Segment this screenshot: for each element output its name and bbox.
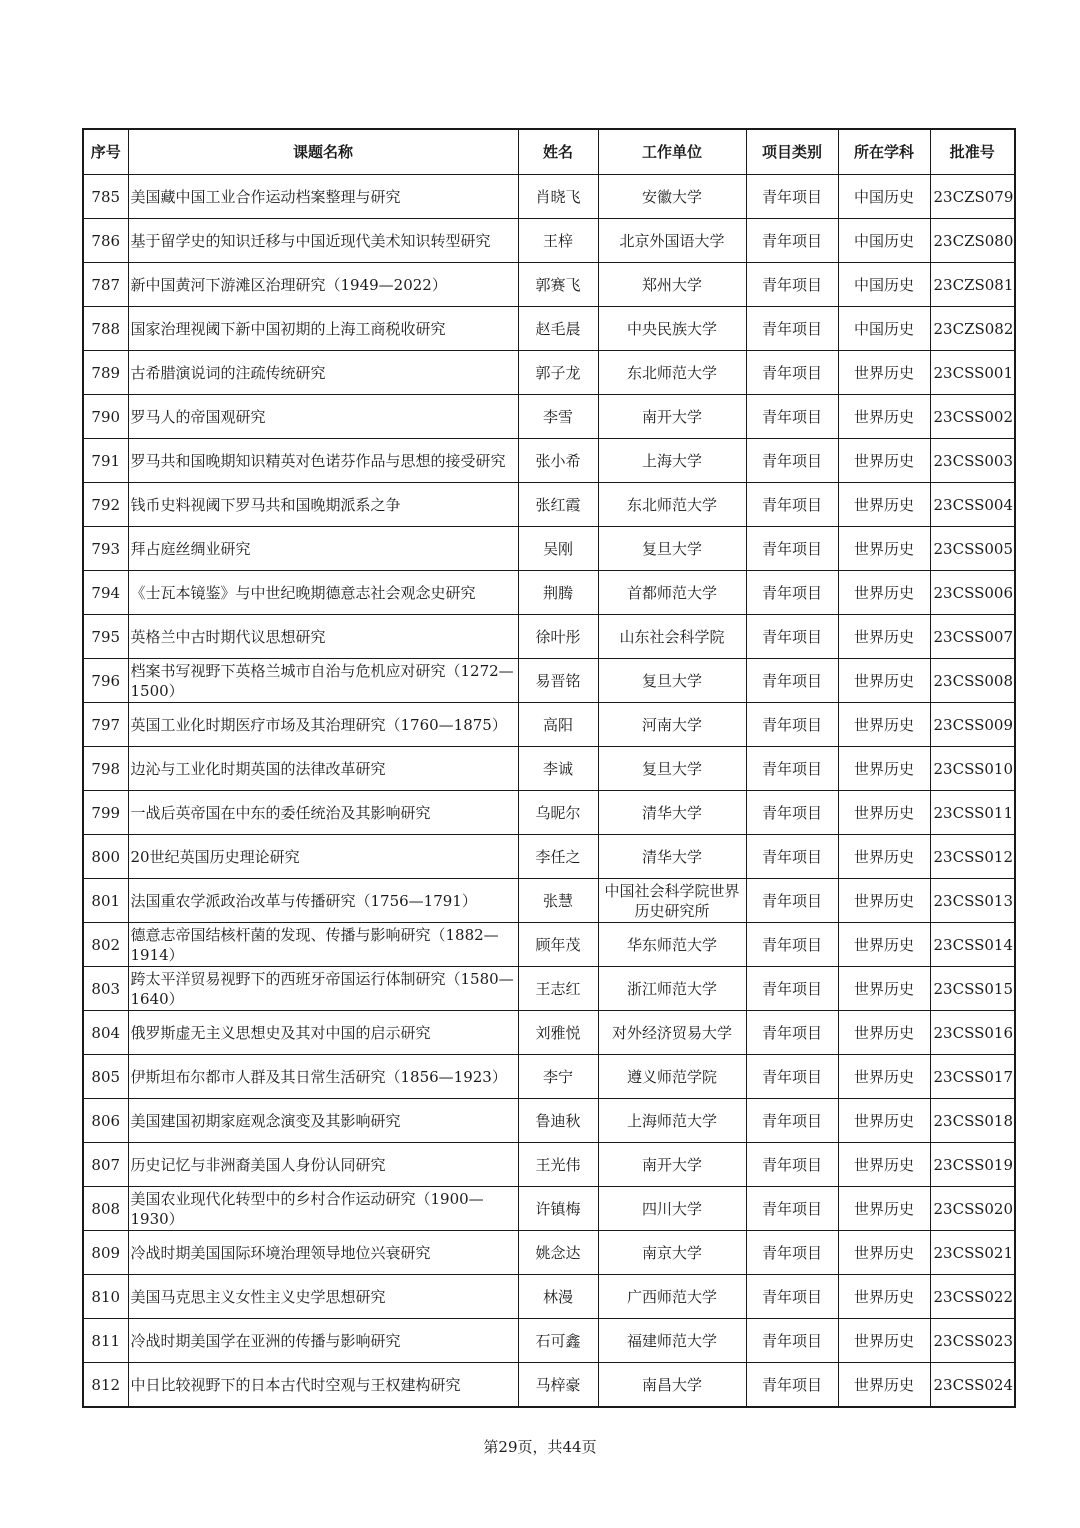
cell-approval-no: 23CSS007 [930, 615, 1015, 659]
cell-serial: 796 [83, 659, 128, 703]
header-approval-no: 批准号 [930, 129, 1015, 175]
cell-institution: 南开大学 [598, 1143, 746, 1187]
cell-approval-no: 23CSS001 [930, 351, 1015, 395]
cell-discipline: 世界历史 [838, 395, 930, 439]
cell-category: 青年项目 [746, 263, 838, 307]
table-row [83, 659, 1015, 703]
cell-category: 青年项目 [746, 1011, 838, 1055]
cell-institution: 浙江师范大学 [598, 967, 746, 1011]
cell-discipline: 世界历史 [838, 1099, 930, 1143]
cell-name: 易晋铭 [518, 659, 598, 703]
cell-approval-no: 23CSS016 [930, 1011, 1015, 1055]
cell-name: 吴刚 [518, 527, 598, 571]
cell-serial: 807 [83, 1143, 128, 1187]
cell-topic: 法国重农学派政治改革与传播研究（1756—1791） [128, 879, 518, 923]
cell-category: 青年项目 [746, 791, 838, 835]
header-topic: 课题名称 [128, 129, 518, 175]
cell-topic: 美国藏中国工业合作运动档案整理与研究 [128, 175, 518, 219]
cell-discipline: 世界历史 [838, 1011, 930, 1055]
cell-discipline: 世界历史 [838, 659, 930, 703]
table-row [83, 879, 1015, 923]
cell-institution: 东北师范大学 [598, 351, 746, 395]
cell-institution: 上海师范大学 [598, 1099, 746, 1143]
cell-topic: 历史记忆与非洲裔美国人身份认同研究 [128, 1143, 518, 1187]
cell-category: 青年项目 [746, 175, 838, 219]
cell-discipline: 世界历史 [838, 791, 930, 835]
cell-institution: 中国社会科学院世界历史研究所 [598, 879, 746, 923]
cell-discipline: 世界历史 [838, 835, 930, 879]
cell-category: 青年项目 [746, 1319, 838, 1363]
cell-approval-no: 23CSS019 [930, 1143, 1015, 1187]
cell-institution: 东北师范大学 [598, 483, 746, 527]
cell-category: 青年项目 [746, 1143, 838, 1187]
header-name: 姓名 [518, 129, 598, 175]
cell-name: 林漫 [518, 1275, 598, 1319]
cell-institution: 山东社会科学院 [598, 615, 746, 659]
cell-category: 青年项目 [746, 1363, 838, 1408]
cell-serial: 799 [83, 791, 128, 835]
cell-institution: 南开大学 [598, 395, 746, 439]
cell-serial: 785 [83, 175, 128, 219]
cell-serial: 788 [83, 307, 128, 351]
cell-discipline: 世界历史 [838, 351, 930, 395]
page-footer: 第29页，共44页 [483, 1438, 597, 1456]
cell-institution: 河南大学 [598, 703, 746, 747]
table-row [83, 1099, 1015, 1143]
cell-institution: 遵义师范学院 [598, 1055, 746, 1099]
cell-topic: 一战后英帝国在中东的委任统治及其影响研究 [128, 791, 518, 835]
table-row [83, 1011, 1015, 1055]
cell-approval-no: 23CSS003 [930, 439, 1015, 483]
cell-category: 青年项目 [746, 879, 838, 923]
cell-approval-no: 23CSS005 [930, 527, 1015, 571]
cell-discipline: 世界历史 [838, 1187, 930, 1231]
cell-approval-no: 23CSS020 [930, 1187, 1015, 1231]
cell-category: 青年项目 [746, 1099, 838, 1143]
cell-category: 青年项目 [746, 703, 838, 747]
cell-serial: 786 [83, 219, 128, 263]
cell-serial: 809 [83, 1231, 128, 1275]
cell-serial: 808 [83, 1187, 128, 1231]
cell-category: 青年项目 [746, 835, 838, 879]
cell-institution: 清华大学 [598, 791, 746, 835]
cell-approval-no: 23CSS010 [930, 747, 1015, 791]
cell-topic: 罗马共和国晚期知识精英对色诺芬作品与思想的接受研究 [128, 439, 518, 483]
cell-approval-no: 23CSS024 [930, 1363, 1015, 1408]
cell-discipline: 世界历史 [838, 879, 930, 923]
cell-serial: 793 [83, 527, 128, 571]
table-row [83, 219, 1015, 263]
table-row [83, 1363, 1015, 1408]
cell-category: 青年项目 [746, 747, 838, 791]
cell-approval-no: 23CZS080 [930, 219, 1015, 263]
cell-topic: 罗马人的帝国观研究 [128, 395, 518, 439]
cell-category: 青年项目 [746, 659, 838, 703]
cell-institution: 复旦大学 [598, 527, 746, 571]
cell-discipline: 世界历史 [838, 747, 930, 791]
cell-topic: 美国建国初期家庭观念演变及其影响研究 [128, 1099, 518, 1143]
table-row [83, 703, 1015, 747]
cell-topic: 档案书写视野下英格兰城市自治与危机应对研究（1272—1500） [128, 659, 518, 703]
cell-topic: 拜占庭丝绸业研究 [128, 527, 518, 571]
table-row [83, 483, 1015, 527]
cell-approval-no: 23CSS023 [930, 1319, 1015, 1363]
cell-discipline: 世界历史 [838, 1319, 930, 1363]
cell-serial: 806 [83, 1099, 128, 1143]
table-row [83, 967, 1015, 1011]
cell-serial: 801 [83, 879, 128, 923]
cell-institution: 安徽大学 [598, 175, 746, 219]
cell-topic: 德意志帝国结核杆菌的发现、传播与影响研究（1882—1914） [128, 923, 518, 967]
cell-topic: 钱币史料视阈下罗马共和国晚期派系之争 [128, 483, 518, 527]
cell-approval-no: 23CSS014 [930, 923, 1015, 967]
cell-discipline: 世界历史 [838, 1275, 930, 1319]
cell-topic: 英格兰中古时期代议思想研究 [128, 615, 518, 659]
cell-name: 王光伟 [518, 1143, 598, 1187]
cell-name: 刘雅悦 [518, 1011, 598, 1055]
cell-topic: 《士瓦本镜鉴》与中世纪晚期德意志社会观念史研究 [128, 571, 518, 615]
cell-institution: 福建师范大学 [598, 1319, 746, 1363]
cell-institution: 广西师范大学 [598, 1275, 746, 1319]
table-row [83, 747, 1015, 791]
cell-serial: 802 [83, 923, 128, 967]
table-row [83, 395, 1015, 439]
cell-topic: 基于留学史的知识迁移与中国近现代美术知识转型研究 [128, 219, 518, 263]
cell-name: 郭子龙 [518, 351, 598, 395]
table-row [83, 307, 1015, 351]
cell-category: 青年项目 [746, 219, 838, 263]
cell-topic: 伊斯坦布尔都市人群及其日常生活研究（1856—1923） [128, 1055, 518, 1099]
cell-name: 石可鑫 [518, 1319, 598, 1363]
cell-discipline: 世界历史 [838, 703, 930, 747]
cell-discipline: 世界历史 [838, 1055, 930, 1099]
cell-topic: 美国马克思主义女性主义史学思想研究 [128, 1275, 518, 1319]
cell-institution: 首都师范大学 [598, 571, 746, 615]
cell-serial: 794 [83, 571, 128, 615]
cell-topic: 跨太平洋贸易视野下的西班牙帝国运行体制研究（1580—1640） [128, 967, 518, 1011]
cell-name: 王志红 [518, 967, 598, 1011]
cell-topic: 中日比较视野下的日本古代时空观与王权建构研究 [128, 1363, 518, 1408]
cell-topic: 20世纪英国历史理论研究 [128, 835, 518, 879]
cell-name: 顾年茂 [518, 923, 598, 967]
cell-name: 张小希 [518, 439, 598, 483]
table-row [83, 1187, 1015, 1231]
cell-category: 青年项目 [746, 615, 838, 659]
cell-topic: 新中国黄河下游滩区治理研究（1949—2022） [128, 263, 518, 307]
table-row [83, 263, 1015, 307]
cell-topic: 古希腊演说词的注疏传统研究 [128, 351, 518, 395]
table-row [83, 1143, 1015, 1187]
cell-approval-no: 23CSS004 [930, 483, 1015, 527]
table-row [83, 615, 1015, 659]
cell-approval-no: 23CZS081 [930, 263, 1015, 307]
cell-name: 马梓豪 [518, 1363, 598, 1408]
cell-serial: 800 [83, 835, 128, 879]
cell-approval-no: 23CZS079 [930, 175, 1015, 219]
cell-serial: 812 [83, 1363, 128, 1408]
cell-discipline: 世界历史 [838, 615, 930, 659]
cell-approval-no: 23CSS015 [930, 967, 1015, 1011]
table-body [83, 175, 1015, 1408]
cell-category: 青年项目 [746, 527, 838, 571]
table-row [83, 571, 1015, 615]
cell-category: 青年项目 [746, 967, 838, 1011]
cell-discipline: 世界历史 [838, 967, 930, 1011]
cell-approval-no: 23CSS012 [930, 835, 1015, 879]
cell-name: 李雪 [518, 395, 598, 439]
cell-name: 肖晓飞 [518, 175, 598, 219]
cell-serial: 789 [83, 351, 128, 395]
cell-serial: 797 [83, 703, 128, 747]
cell-category: 青年项目 [746, 1231, 838, 1275]
cell-topic: 冷战时期美国国际环境治理领导地位兴衰研究 [128, 1231, 518, 1275]
cell-serial: 787 [83, 263, 128, 307]
table-row [83, 527, 1015, 571]
table-row [83, 1319, 1015, 1363]
cell-category: 青年项目 [746, 1275, 838, 1319]
cell-name: 张红霞 [518, 483, 598, 527]
cell-topic: 美国农业现代化转型中的乡村合作运动研究（1900—1930） [128, 1187, 518, 1231]
cell-approval-no: 23CZS082 [930, 307, 1015, 351]
table-row [83, 835, 1015, 879]
cell-name: 高阳 [518, 703, 598, 747]
cell-topic: 冷战时期美国学在亚洲的传播与影响研究 [128, 1319, 518, 1363]
cell-approval-no: 23CSS022 [930, 1275, 1015, 1319]
cell-institution: 四川大学 [598, 1187, 746, 1231]
cell-serial: 805 [83, 1055, 128, 1099]
cell-discipline: 世界历史 [838, 571, 930, 615]
project-list-table [82, 128, 1016, 1408]
cell-discipline: 世界历史 [838, 1231, 930, 1275]
cell-approval-no: 23CSS008 [930, 659, 1015, 703]
cell-discipline: 世界历史 [838, 527, 930, 571]
cell-name: 张慧 [518, 879, 598, 923]
cell-discipline: 世界历史 [838, 1143, 930, 1187]
cell-approval-no: 23CSS011 [930, 791, 1015, 835]
cell-name: 王梓 [518, 219, 598, 263]
cell-name: 姚念达 [518, 1231, 598, 1275]
cell-approval-no: 23CSS006 [930, 571, 1015, 615]
cell-name: 李任之 [518, 835, 598, 879]
cell-discipline: 中国历史 [838, 263, 930, 307]
table-header-row [83, 129, 1015, 175]
cell-category: 青年项目 [746, 439, 838, 483]
cell-category: 青年项目 [746, 351, 838, 395]
cell-category: 青年项目 [746, 1055, 838, 1099]
cell-approval-no: 23CSS017 [930, 1055, 1015, 1099]
cell-serial: 811 [83, 1319, 128, 1363]
cell-name: 乌昵尔 [518, 791, 598, 835]
cell-topic: 英国工业化时期医疗市场及其治理研究（1760—1875） [128, 703, 518, 747]
cell-name: 鲁迪秋 [518, 1099, 598, 1143]
cell-institution: 对外经济贸易大学 [598, 1011, 746, 1055]
cell-name: 郭赛飞 [518, 263, 598, 307]
cell-institution: 北京外国语大学 [598, 219, 746, 263]
cell-category: 青年项目 [746, 307, 838, 351]
cell-name: 徐叶彤 [518, 615, 598, 659]
table-row [83, 923, 1015, 967]
table-row [83, 791, 1015, 835]
cell-category: 青年项目 [746, 923, 838, 967]
cell-institution: 上海大学 [598, 439, 746, 483]
cell-serial: 791 [83, 439, 128, 483]
cell-discipline: 中国历史 [838, 219, 930, 263]
cell-category: 青年项目 [746, 483, 838, 527]
cell-name: 许镇梅 [518, 1187, 598, 1231]
cell-approval-no: 23CSS018 [930, 1099, 1015, 1143]
table-row [83, 1231, 1015, 1275]
cell-institution: 中央民族大学 [598, 307, 746, 351]
cell-topic: 俄罗斯虚无主义思想史及其对中国的启示研究 [128, 1011, 518, 1055]
table-row [83, 1055, 1015, 1099]
cell-institution: 复旦大学 [598, 659, 746, 703]
header-institution: 工作单位 [598, 129, 746, 175]
cell-institution: 复旦大学 [598, 747, 746, 791]
cell-institution: 南京大学 [598, 1231, 746, 1275]
table-row [83, 439, 1015, 483]
cell-discipline: 世界历史 [838, 439, 930, 483]
cell-institution: 南昌大学 [598, 1363, 746, 1408]
cell-topic: 边沁与工业化时期英国的法律改革研究 [128, 747, 518, 791]
cell-name: 李宁 [518, 1055, 598, 1099]
cell-approval-no: 23CSS013 [930, 879, 1015, 923]
header-category: 项目类别 [746, 129, 838, 175]
table-row [83, 175, 1015, 219]
cell-discipline: 世界历史 [838, 483, 930, 527]
cell-approval-no: 23CSS009 [930, 703, 1015, 747]
cell-institution: 清华大学 [598, 835, 746, 879]
cell-serial: 798 [83, 747, 128, 791]
cell-discipline: 世界历史 [838, 923, 930, 967]
cell-category: 青年项目 [746, 571, 838, 615]
cell-topic: 国家治理视阈下新中国初期的上海工商税收研究 [128, 307, 518, 351]
cell-category: 青年项目 [746, 1187, 838, 1231]
cell-serial: 810 [83, 1275, 128, 1319]
cell-name: 荆腾 [518, 571, 598, 615]
header-serial: 序号 [83, 129, 128, 175]
cell-category: 青年项目 [746, 395, 838, 439]
cell-serial: 804 [83, 1011, 128, 1055]
cell-name: 赵毛晨 [518, 307, 598, 351]
cell-approval-no: 23CSS021 [930, 1231, 1015, 1275]
cell-discipline: 中国历史 [838, 307, 930, 351]
cell-name: 李诚 [518, 747, 598, 791]
cell-discipline: 中国历史 [838, 175, 930, 219]
header-discipline: 所在学科 [838, 129, 930, 175]
cell-serial: 790 [83, 395, 128, 439]
table-row [83, 351, 1015, 395]
cell-approval-no: 23CSS002 [930, 395, 1015, 439]
cell-serial: 792 [83, 483, 128, 527]
table-row [83, 1275, 1015, 1319]
cell-institution: 郑州大学 [598, 263, 746, 307]
cell-serial: 803 [83, 967, 128, 1011]
cell-institution: 华东师范大学 [598, 923, 746, 967]
cell-discipline: 世界历史 [838, 1363, 930, 1408]
cell-serial: 795 [83, 615, 128, 659]
